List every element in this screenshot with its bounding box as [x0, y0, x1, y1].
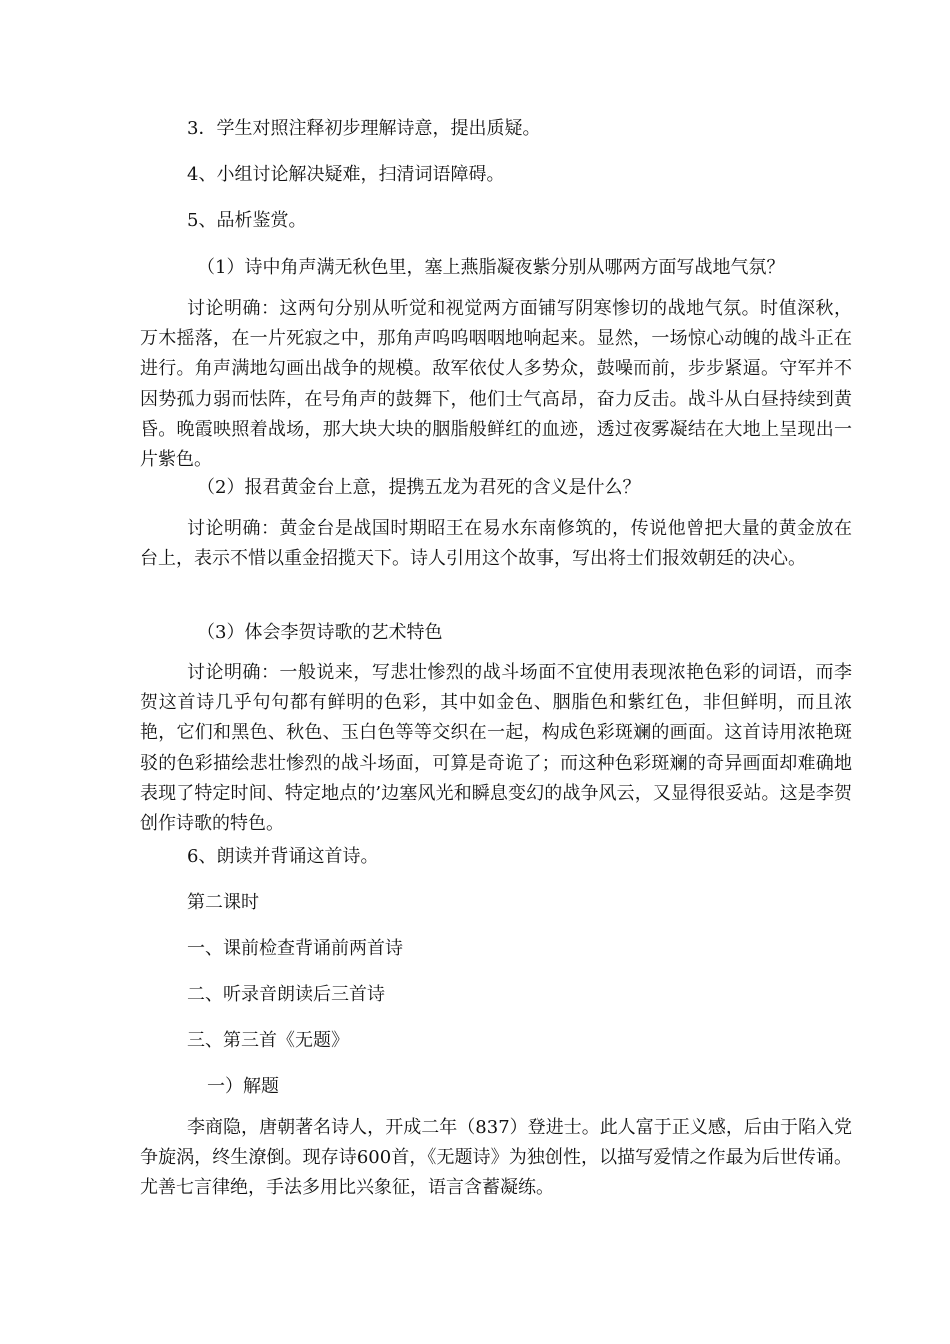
answer-2-paragraph: 讨论明确：黄金台是战国时期昭王在易水东南修筑的，传说他曾把大量的黄金放在台上，表示不惜以重金招揽天下。诗人引用这个故事，写出将士们报效朝廷的决心。	[140, 518, 852, 570]
step-6-paragraph: 6、朗读并背诵这首诗。	[187, 846, 379, 867]
section-1-heading: 一、课前检查背诵前两首诗	[187, 938, 403, 959]
subsection-title: 一）解题	[207, 1076, 279, 1097]
author-intro-paragraph: 李商隐，唐朝著名诗人，开成二年（837）登进士。此人富于正义感，后由于陷入党争旋涡，终生潦倒。现存诗600首，《无题诗》为独创性，以描写爱情之作最为后世传诵。尤善七言律绝，手法多用比兴象征，语言含蓄凝练。	[140, 1117, 852, 1199]
question-3: （3）体会李贺诗歌的艺术特色	[197, 622, 443, 643]
answer-3-paragraph: 讨论明确：一般说来，写悲壮惨烈的战斗场面不宜使用表现浓艳色彩的词语，而李贺这首诗几乎句句都有鲜明的色彩，其中如金色、胭脂色和紫红色，非但鲜明，而且浓艳，它们和黑色、秋色、玉白色等等交织在一起，构成色彩斑斓的画面。这首诗用浓艳斑驳的色彩描绘悲壮惨烈的战斗场面，可算是奇诡了；而这种色彩斑斓的奇异画面却难确地表现了特定时间、特定地点的’边塞风光和瞬息变幻的战争风云，又显得很妥站。这是李贺创作诗歌的特色。	[140, 662, 852, 835]
question-2: （2）报君黄金台上意，提携五龙为君死的含义是什么？	[197, 477, 641, 498]
section-2-heading: 二、听录音朗读后三首诗	[187, 984, 385, 1005]
step-5-paragraph: 5、品析鉴赏。	[187, 210, 307, 231]
question-1: （1）诗中角声满无秋色里，塞上燕脂凝夜紫分别从哪两方面写战地气氛？	[197, 257, 785, 278]
section-3-heading: 三、第三首《无题》	[187, 1030, 349, 1051]
step-4-paragraph: 4、小组讨论解决疑难，扫清词语障碍。	[187, 164, 505, 185]
step-3-paragraph: 3．学生对照注释初步理解诗意，提出质疑。	[187, 118, 541, 139]
answer-1-paragraph: 讨论明确：这两句分别从听觉和视觉两方面铺写阴寒惨切的战地气氛。时值深秋，万木摇落，在一片死寂之中，那角声呜呜咽咽地响起来。显然，一场惊心动魄的战斗正在进行。角声满地勾画出战争的规模。敌军依仗人多势众，鼓噪而前，步步紧逼。守军并不因势孤力弱而怯阵，在号角声的鼓舞下，他们士气高昂，奋力反击。战斗从白昼持续到黄昏。晚霞映照着战场，那大块大块的胭脂般鲜红的血迹，透过夜雾凝结在大地上呈现出一片紫色。	[140, 298, 852, 471]
lesson-2-heading: 第二课时	[187, 892, 259, 913]
